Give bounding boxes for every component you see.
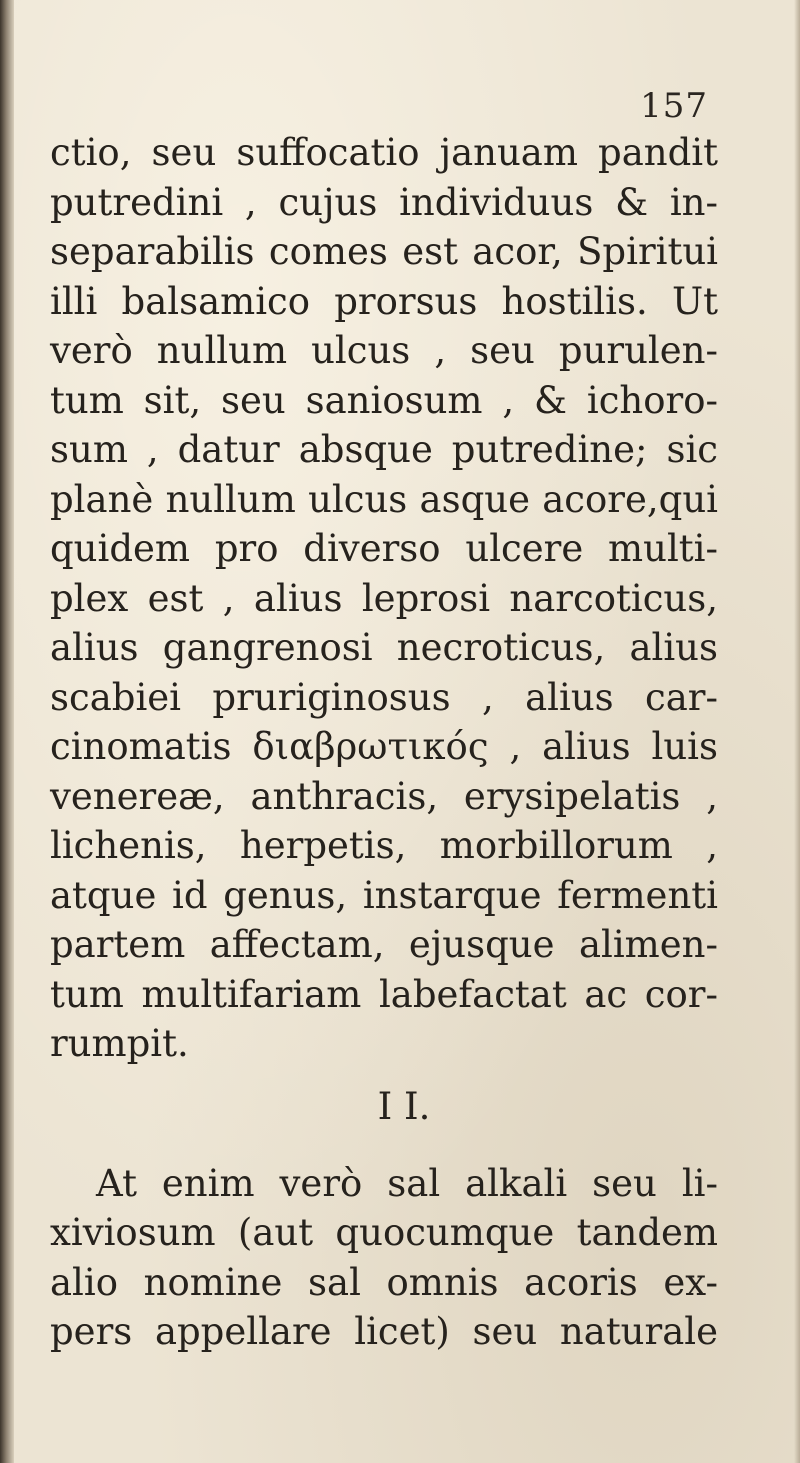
paragraph-1 — [50, 128, 718, 1069]
text-line: xiviosum (aut quocumque tandem — [50, 1211, 718, 1254]
text-line: pers appellare licet) seu naturale — [50, 1310, 718, 1353]
page-edge — [794, 0, 800, 1463]
text-line: ctio, seu suffocatio januam pandit — [50, 131, 718, 174]
text-line: lichenis, herpetis, morbillorum , — [50, 824, 718, 867]
text-line: sum , datur absque putredine; sic — [50, 428, 718, 471]
text-line: illi balsamico prorsus hostilis. Ut — [50, 279, 718, 323]
text-line: alius gangrenosi necroticus, alius — [50, 626, 718, 669]
text-line: tum sit, seu saniosum , & ichoro- — [50, 378, 718, 422]
text-line: tum multifariam labefactat ac cor- — [50, 972, 718, 1016]
text-line: venereæ, anthracis, erysipelatis , — [50, 774, 718, 818]
text-line: quidem pro diverso ulcere multi- — [50, 527, 718, 570]
text-line: putredini , cujus individuus & in- — [50, 180, 718, 224]
text-line: partem affectam, ejusque alimen- — [50, 923, 718, 966]
text-line: plex est , alius leprosi narcoticus, — [50, 576, 718, 620]
text-line: verò nullum ulcus , seu purulen- — [50, 329, 718, 372]
binding-gutter — [0, 0, 14, 1463]
page-number: 157 — [640, 86, 708, 126]
text-line: planè nullum ulcus asque acore,qui — [50, 477, 718, 521]
text-line: separabilis comes est acor, Spiritui — [50, 230, 718, 273]
text-line: At enim verò sal alkali seu li- — [96, 1161, 718, 1205]
paragraph-2 — [50, 1159, 718, 1357]
text-line: rumpit. — [50, 1022, 189, 1065]
text-line: cinomatis διαβρωτικός , alius luis — [50, 725, 718, 768]
text-line: alio nomine sal omnis acoris ex- — [50, 1260, 718, 1304]
page-text — [50, 128, 718, 1357]
section-heading: I I. — [377, 1084, 431, 1128]
text-line: atque id genus, instarque fermenti — [50, 873, 718, 917]
text-line: scabiei pruriginosus , alius car- — [50, 675, 718, 719]
